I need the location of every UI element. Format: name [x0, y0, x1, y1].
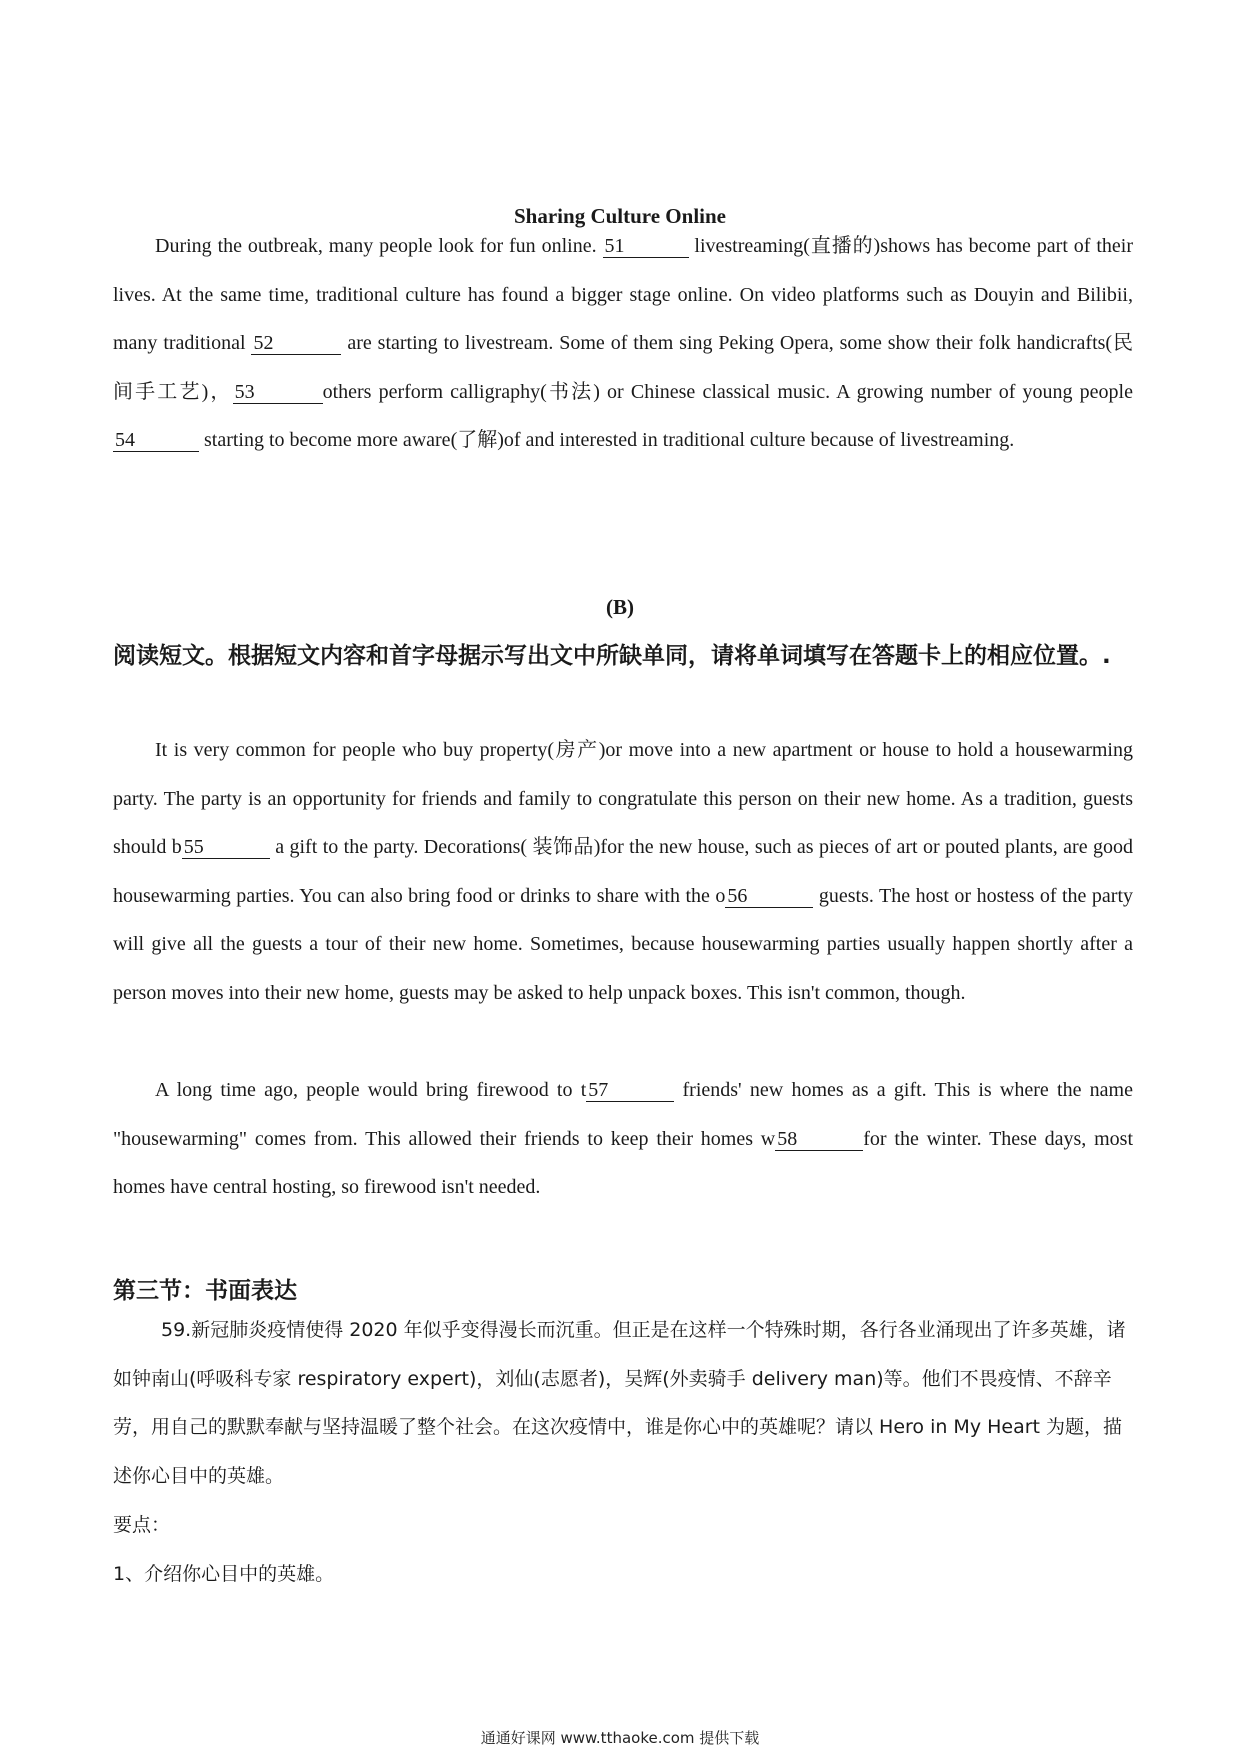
writing-prompt-text: 59.新冠肺炎疫情使得 2020 年似乎变得漫长而沉重。但正是在这样一个特殊时期，各行各业涌现出了许多英雄，诸如钟南山(呼吸科专家 respiratory expert)，刘仙(志愿者)，吴辉(外卖骑手 delivery man)等。他们不畏疫情、不辞辛劳，用自己的默默奉献与坚持温暖了整个社会。在这次疫情中，谁是你心中的英雄呢？请以 Hero in My Heart 为题，描述你心目中的英雄。 — [113, 1319, 1126, 1487]
passage-a-paragraph — [113, 222, 1133, 465]
section-b-label: (B) — [606, 595, 634, 619]
blank-56: 56 — [725, 885, 813, 908]
point-1: 1、介绍你心目中的英雄。 — [113, 1563, 335, 1585]
text-run: are starting to livestream. Some of them sing Peking Opera, some show their folk handicrafts(民间手工艺)， — [113, 332, 1133, 403]
text-run: During the outbreak, many people look for fun online. — [155, 235, 603, 257]
footer-watermark: 通通好课网 www.tthaoke.com 提供下载 — [480, 1729, 760, 1747]
text-run: It is very common for people who buy property(房产)or move into a new apartment or house to hold a housewarming party. The party is an opportunity for friends and family to congratulate this person on their new home. As a tradition, guests should b — [113, 739, 1133, 859]
blank-54: 54 — [113, 429, 199, 452]
text-run: guests. The host or hostess of the party will give all the guests a tour of their new home. Sometimes, because housewarming parties usually happen shortly after a person moves into their new home, guests may be asked to help unpack boxes. This isn't common, though. — [113, 884, 1134, 1004]
passage-b-paragraph-1 — [113, 726, 1133, 1018]
text-run: livestreaming(直播的)shows has become part of their lives. At the same time, traditional culture has found a bigger stage online. On video platforms such as Douyin and Bilibii, many traditional — [113, 235, 1133, 355]
blank-57: 57 — [586, 1079, 674, 1102]
blank-53: 53 — [233, 381, 323, 404]
text-run: friends' new homes as a gift. This is where the name "housewarming" comes from. This allowed their friends to keep their homes w — [113, 1079, 1133, 1150]
section-b-instruction: 阅读短文。根据短文内容和首字母据示写出文中所缺单同，请将单词填写在答题卡上的相应位置。. — [113, 643, 1111, 669]
section-3-heading: 第三节：书面表达 — [113, 1278, 297, 1304]
text-run: for the winter. These days, most homes have central hosting, so firewood isn't needed. — [113, 1127, 1133, 1199]
passage-title: Sharing Culture Online — [514, 204, 726, 228]
text-run: starting to become more aware(了解)of and interested in traditional culture because of livestreaming. — [199, 429, 1015, 452]
points-label: 要点： — [113, 1514, 171, 1536]
blank-55: 55 — [182, 836, 270, 859]
writing-prompt-59 — [113, 1306, 1133, 1500]
text-run: others perform calligraphy(书法) or Chinese classical music. A growing number of young people — [322, 380, 1133, 403]
blank-52: 52 — [251, 332, 341, 355]
blank-58: 58 — [775, 1128, 863, 1151]
blank-51: 51 — [603, 235, 689, 258]
text-run: a gift to the party. Decorations( 装饰品)for the new house, such as pieces of art or pouted plants, are good housewarming parties. You can also bring food or drinks to share with the o — [113, 836, 1133, 907]
text-run: A long time ago, people would bring firewood to t — [155, 1079, 587, 1101]
passage-b-paragraph-2 — [113, 1066, 1133, 1212]
